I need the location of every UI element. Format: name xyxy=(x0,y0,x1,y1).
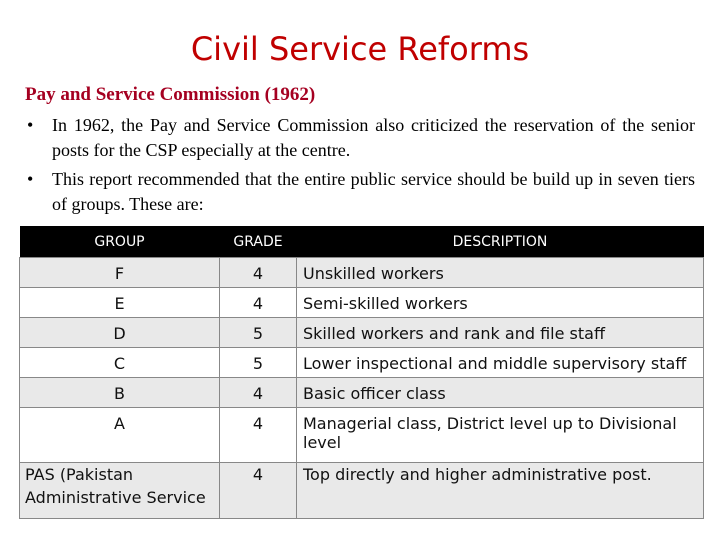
tiers-table xyxy=(19,226,704,519)
table-row xyxy=(20,463,704,519)
header-group: GROUP xyxy=(20,226,220,258)
cell-grade: 5 xyxy=(220,348,297,378)
cell-group: PAS (Pakistan Administrative Service xyxy=(20,463,220,519)
bullet-list xyxy=(25,113,695,221)
slide-title: Civil Service Reforms xyxy=(190,30,530,68)
cell-grade: 4 xyxy=(220,258,297,288)
bullet-icon: • xyxy=(27,169,34,189)
bullet-item xyxy=(25,167,695,217)
table-row xyxy=(20,288,704,318)
bullet-icon: • xyxy=(27,115,34,135)
cell-grade: 4 xyxy=(220,408,297,463)
section-subheading: Pay and Service Commission (1962) xyxy=(25,84,316,105)
table-row xyxy=(20,318,704,348)
bullet-text: This report recommended that the entire public service should be build up in seven tiers of groups. These are: xyxy=(52,169,695,214)
cell-group: A xyxy=(20,408,220,463)
table-row xyxy=(20,378,704,408)
cell-description: Managerial class, District level up to Divisional level xyxy=(297,408,704,463)
table-row xyxy=(20,258,704,288)
cell-description: Unskilled workers xyxy=(297,258,704,288)
cell-grade: 4 xyxy=(220,288,297,318)
cell-group: F xyxy=(20,258,220,288)
bullet-item xyxy=(25,113,695,163)
table-header-row xyxy=(20,226,704,258)
table-row xyxy=(20,348,704,378)
cell-group: B xyxy=(20,378,220,408)
cell-grade: 4 xyxy=(220,463,297,519)
bullet-text: In 1962, the Pay and Service Commission also criticized the reservation of the senior posts for the CSP especially at the centre. xyxy=(52,115,695,160)
cell-group: D xyxy=(20,318,220,348)
cell-description: Basic officer class xyxy=(297,378,704,408)
cell-description: Top directly and higher administrative post. xyxy=(297,463,704,519)
cell-description: Semi-skilled workers xyxy=(297,288,704,318)
cell-grade: 5 xyxy=(220,318,297,348)
cell-description: Lower inspectional and middle supervisory staff xyxy=(297,348,704,378)
table-row xyxy=(20,408,704,463)
cell-group: C xyxy=(20,348,220,378)
header-description: DESCRIPTION xyxy=(297,226,704,258)
header-grade: GRADE xyxy=(220,226,297,258)
cell-grade: 4 xyxy=(220,378,297,408)
cell-description: Skilled workers and rank and file staff xyxy=(297,318,704,348)
cell-group: E xyxy=(20,288,220,318)
